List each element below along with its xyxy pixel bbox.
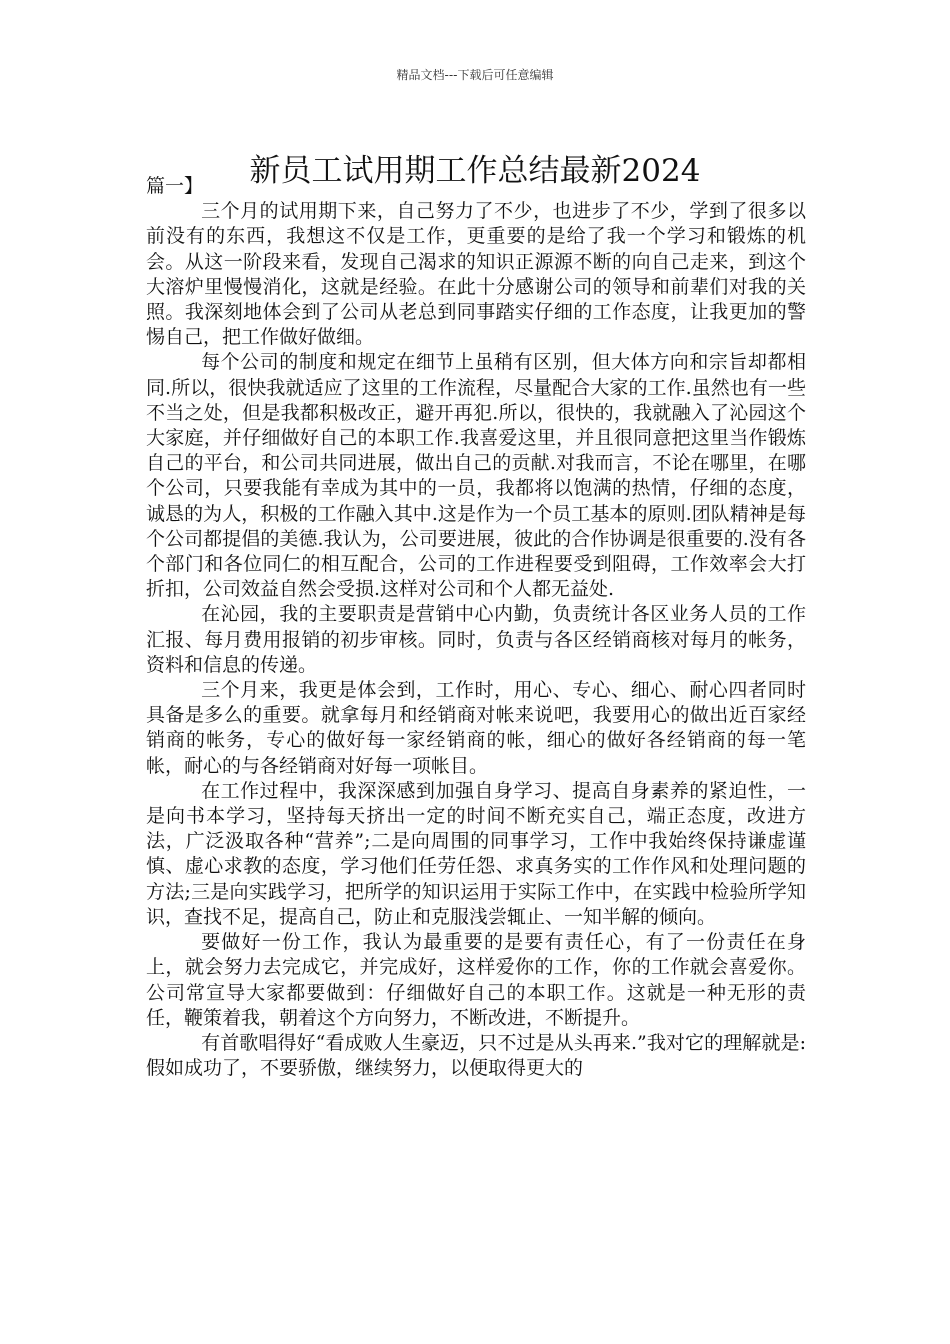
section-label: 篇一】 <box>146 175 204 197</box>
paragraph-6: 要做好一份工作，我认为最重要的是要有责任心，有了一份责任在身上，就会努力去完成它，并完成好，这样爱你的工作，你的工作就会喜爱你。公司常宣导大家都要做到：仔细做好自己的本职工作。这就是一种无形的责任，鞭策着我，朝着这个方向努力，不断改进，不断提升。 <box>146 931 806 1029</box>
paragraph-5: 在工作过程中，我深深感到加强自身学习、提高自身素养的紧迫性，一是向书本学习，坚持每天挤出一定的时间不断充实自己，端正态度，改进方法，广泛汲取各种“营养”;二是向周围的同事学习，工作中我始终保持谦虚谨慎、虚心求教的态度，学习他们任劳任怨、求真务实的工作作风和处理问题的方法;三是向实践学习，把所学的知识运用于实际工作中，在实践中检验所学知识，查找不足，提高自己，防止和克服浅尝辄止、一知半解的倾向。 <box>146 779 806 928</box>
header-note: 精品文档---下载后可任意编辑 <box>396 68 554 82</box>
paragraph-4: 三个月来，我更是体会到，工作时，用心、专心、细心、耐心四者同时具备是多么的重要。就拿每月和经销商对帐来说吧，我要用心的做出近百家经销商的帐务，专心的做好每一家经销商的帐，细心的做好各经销商的每一笔帐，耐心的与各经销商对好每一项帐目。 <box>146 679 806 777</box>
paragraph-7: 有首歌唱得好“看成败人生豪迈，只不过是从头再来.”我对它的理解就是:假如成功了，不要骄傲，继续努力，以便取得更大的 <box>146 1031 806 1080</box>
paragraph-3: 在沁园，我的主要职责是营销中心内勤，负责统计各区业务人员的工作汇报、每月费用报销的初步审核。同时，负责与各区经销商核对每月的帐务，资料和信息的传递。 <box>146 603 806 676</box>
paragraph-1: 三个月的试用期下来，自己努力了不少，也进步了不少，学到了很多以前没有的东西，我想这不仅是工作，更重要的是给了我一个学习和锻炼的机会。从这一阶段来看，发现自己渴求的知识正源源不断的向自己走来，到这个大溶炉里慢慢消化，这就是经验。在此十分感谢公司的领导和前辈们对我的关照。我深刻地体会到了公司从老总到同事踏实仔细的工作态度，让我更加的警惕自己，把工作做好做细。 <box>146 200 806 349</box>
paragraph-2: 每个公司的制度和规定在细节上虽稍有区别，但大体方向和宗旨却都相同.所以，很快我就适应了这里的工作流程，尽量配合大家的工作.虽然也有一些不当之处，但是我都积极改正，避开再犯.所以，很快的，我就融入了沁园这个大家庭，并仔细做好自己的本职工作.我喜爱这里，并且很同意把这里当作锻炼自己的平台，和公司共同进展，做出自己的贡献.对我而言，不论在哪里，在哪个公司，只要我能有幸成为其中的一员，我都将以饱满的热情，仔细的态度，诚恳的为人，积极的工作融入其中.这是作为一个员工基本的原则.团队精神是每个公司都提倡的美德.我认为，公司要进展，彼此的合作协调是很重要的.没有各个部门和各位同仁的相互配合，公司的工作进程要受到阻碍，工作效率会大打折扣，公司效益自然会受损.这样对公司和个人都无益处. <box>146 351 806 601</box>
document-title: 新员工试用期工作总结最新2024 <box>249 152 701 189</box>
document-body <box>146 174 806 1081</box>
